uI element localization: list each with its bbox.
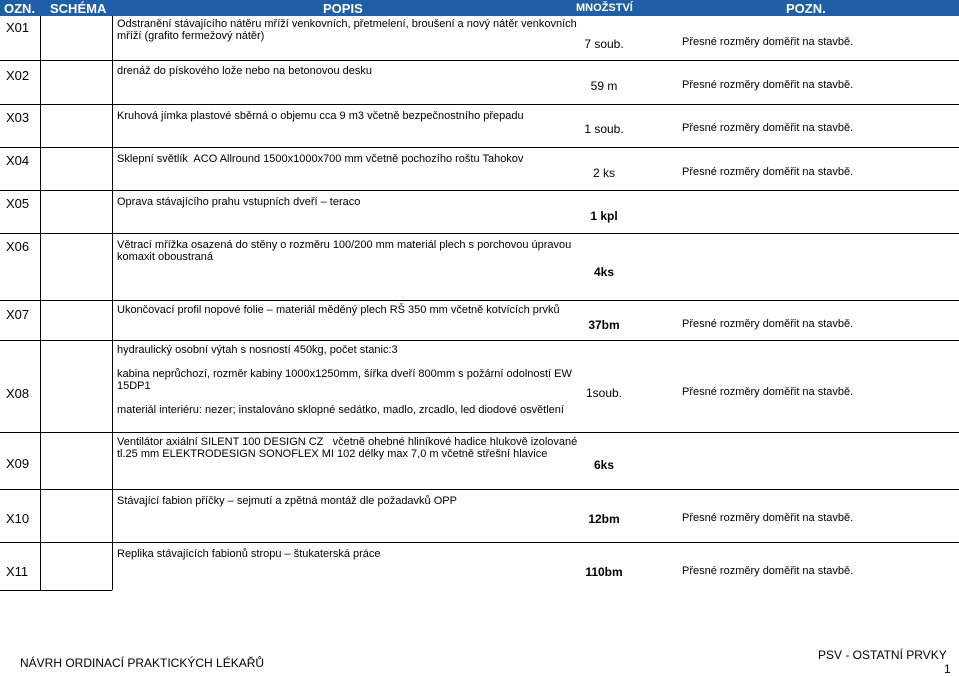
row-divider	[0, 300, 959, 301]
row-quantity: 6ks	[593, 458, 615, 472]
header-pozn: POZN.	[786, 1, 826, 16]
header-mnozstvi: MNOŽSTVÍ	[576, 2, 633, 14]
row-code: X02	[6, 68, 30, 83]
footer-page: 1	[944, 662, 951, 676]
row-quantity: 110bm	[585, 565, 623, 579]
row-code: X03	[6, 110, 30, 125]
header-ozn: OZN.	[4, 1, 36, 16]
row-note: Přesné rozměry doměřit na stavbě.	[682, 565, 854, 577]
row-divider	[0, 590, 112, 591]
row-divider	[0, 489, 959, 490]
row-description: Sklepní světlík ACO Allround 1500x1000x700 mm včetně pochozího roštu Tahokov	[117, 153, 524, 165]
header-schema: SCHÉMA	[50, 1, 107, 16]
row-description: Ventilátor axiální SILENT 100 DESIGN CZ včetně ohebné hliníkové hadice hlukově izolované tl.25 mm ELEKTRODESIGN SONOFLEX MI 102 délky max 7,0 m včetně střešní hlavice	[117, 436, 578, 460]
row-note: Přesné rozměry doměřit na stavbě.	[682, 36, 854, 48]
row-description: Kruhová jímka plastové sběrná o objemu cca 9 m3 včetně bezpečnostního přepadu	[117, 110, 524, 122]
row-description: drenáž do pískového lože nebo na betonovou desku	[117, 65, 373, 77]
row-divider	[0, 60, 959, 61]
row-quantity: 37bm	[588, 318, 620, 332]
row-divider	[0, 190, 959, 191]
row-quantity: 1 kpl	[590, 209, 618, 223]
row-description: Replika stávajících fabionů stropu – štukaterská práce	[117, 548, 381, 560]
row-note: Přesné rozměry doměřit na stavbě.	[682, 166, 854, 178]
row-quantity: 59 m	[590, 79, 618, 93]
row-divider	[0, 233, 959, 234]
row-description: Stávající fabion příčky – sejmutí a zpětná montáž dle požadavků OPP	[117, 495, 457, 507]
row-quantity: 1 soub.	[584, 122, 624, 136]
row-quantity: 2 ks	[592, 166, 615, 180]
row-description: Odstranění stávajícího nátěru mříží venkovních, přetmelení, broušení a nový nátěr venkovních mříží (grafito fermežový nátěr)	[117, 18, 577, 42]
row-note: Přesné rozměry doměřit na stavbě.	[682, 79, 854, 91]
row-quantity: 1soub.	[585, 386, 623, 400]
row-note: Přesné rozměry doměřit na stavbě.	[682, 386, 854, 398]
row-code: X10	[6, 511, 30, 526]
row-code: X05	[6, 196, 30, 211]
row-divider	[0, 432, 959, 433]
row-code: X06	[6, 239, 30, 254]
column-divider	[112, 16, 113, 590]
row-divider	[0, 147, 959, 148]
footer-project: NÁVRH ORDINACÍ PRAKTICKÝCH LÉKAŘŮ	[20, 656, 265, 670]
row-description: hydraulický osobní výtah s nosností 450kg, počet stanic:3 kabina neprůchozí, rozměr kabiny 1000x1250mm, šířka dveří 800mm s požární odolností EW 15DP1 materiál interiéru: nezer; instalováno sklopné sedátko, madlo, zrcadlo, led diodové osvětlení	[117, 344, 572, 416]
header-popis: POPIS	[323, 1, 363, 16]
row-code: X04	[6, 153, 30, 168]
row-code: X11	[6, 564, 29, 579]
row-code: X09	[6, 456, 30, 471]
row-divider	[0, 340, 959, 341]
row-note: Přesné rozměry doměřit na stavbě.	[682, 512, 854, 524]
row-quantity: 7 soub.	[584, 37, 624, 51]
row-description: Ukončovací profil nopové folie – materiál měděný plech RŠ 350 mm včetně kotvících prvků	[117, 304, 560, 316]
table-header	[0, 0, 959, 16]
row-note: Přesné rozměry doměřit na stavbě.	[682, 318, 854, 330]
row-quantity: 12bm	[588, 512, 620, 526]
footer-section: PSV - OSTATNÍ PRVKY	[818, 648, 947, 662]
row-description: Oprava stávajícího prahu vstupních dveří – teraco	[117, 196, 361, 208]
row-quantity: 4ks	[593, 265, 615, 279]
row-description: Větrací mřížka osazená do stěny o rozměru 100/200 mm materiál plech s porchovou úpravou komaxit oboustraná	[117, 239, 572, 263]
row-divider	[0, 542, 959, 543]
row-note: Přesné rozměry doměřit na stavbě.	[682, 122, 854, 134]
row-divider	[0, 104, 959, 105]
row-code: X08	[6, 386, 30, 401]
column-divider	[40, 16, 41, 590]
row-code: X01	[6, 20, 30, 35]
row-code: X07	[6, 307, 30, 322]
